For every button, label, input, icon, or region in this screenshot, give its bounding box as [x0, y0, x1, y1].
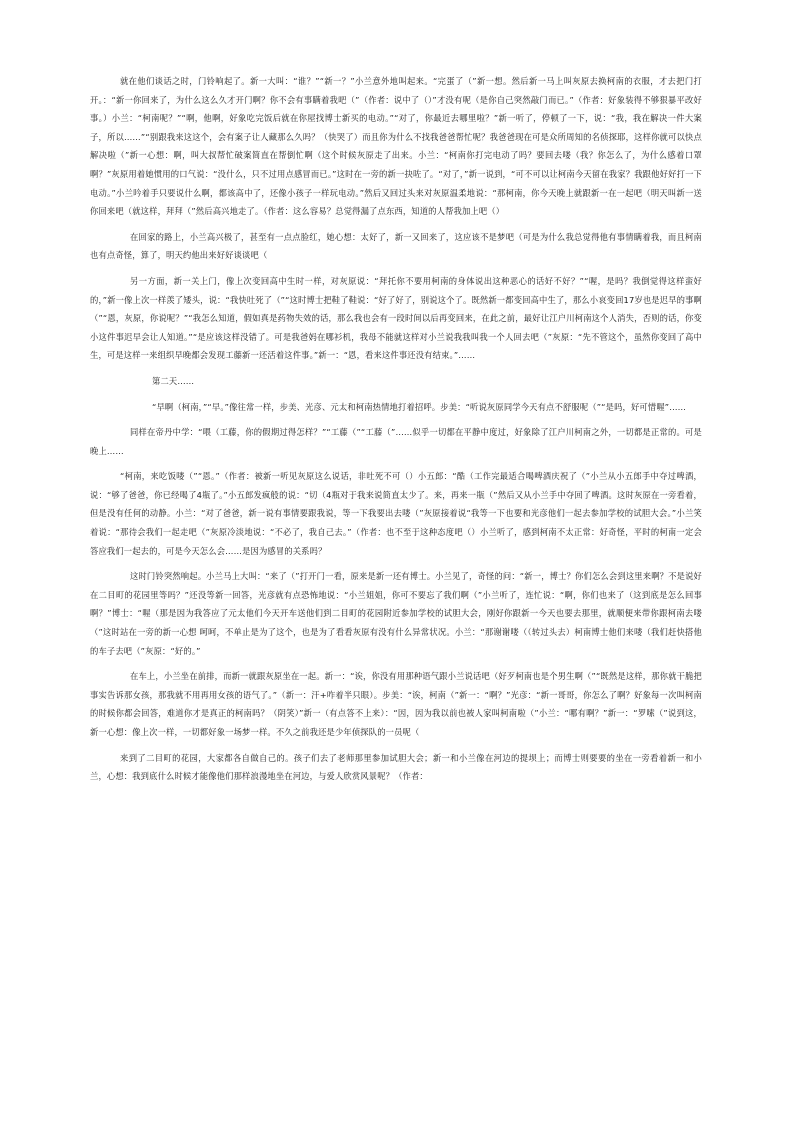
document-page — [90, 72, 702, 793]
paragraph: “柯南，来吃饭喽（”“恩。”（作者：被新一听见灰原这么说话，非吐死不可（）小五郎：“酷（工作完最适合喝啤酒庆祝了（”小兰从小五郎手中夺过啤酒，说：“够了爸爸，你已经喝了4瓶了。”小五郎发疯般的说：“切（4瓶对于我来说简直太少了。来，再来一瓶（”然后又从小兰手中夺回了啤酒。这时灰原在一旁看着，但是没有任何的动静。小兰：“对了爸爸，新一说有事情要跟我说，等一下我要出去喽（”灰原接着说“我等一下也要和光彦他们一起去参加学校的试胆大会。”小兰笑着说：“那待会我们一起走吧（”灰原冷淡地说：“不必了，我自己去。”（作者：也不至于这种态度吧（）小兰听了，感到柯南不太正常：好奇怪，平时的柯南一定会答应我们一起去的，可是今天怎么会……是因为感冒的关系吗？ — [90, 471, 702, 556]
paragraph: 就在他们谈话之时，门铃响起了。新一大叫：“谁？”“新一？”小兰意外地叫起来。“完蛋了（”新一想。然后新一马上叫灰原去换柯南的衣服，才去把门打开。：“新一你回来了，为什么这么久才开门啊？你不会有事瞒着我吧（”（作者：说中了（）”才没有呢（是你自己突然敲门而已。”（作者：好象装得不够狠暴平改好事。）小兰：“柯南呢？”“啊，他啊，好象吃完饭后就在你屋找博士新买的电动。”“对了，你最近去哪里啦？”新一听了，停顿了一下，说：“我，我在解决一件大案子，所以……”“别跟我来这这个，会有案子让人藏那么久吗？（快哭了）而且你为什么不找我爸爸帮忙呢？我爸爸现在可是众所周知的名侦探耶，这样你就可以快点解决啦（”新一心想：啊，叫大叔帮忙破案简直在帮倒忙啊（这个时候灰原走了出来。小兰：“柯南你打完电动了吗？要回去喽（我？你怎么了，为什么感着口罩啊？”灰原用着她惯用的口气说：“没什么，只不过用点感冒而已。”这时在一旁的新一抉咗了。“对了，”新一说到，“可不可以让柯南今天留在我家？我跟他好好打一下电动。”小兰吟着手只要说什么啊，都该高中了，还像小孩子一样玩电动。”然后又回过头来对灰原温柔地说：“那柯南，你今天晚上就跟新一在一起吧（明天叫新一送你回来吧（就这样，拜拜（”然后高兴地走了。（作者：这么容易？总觉得漏了点东西，知道的人帮我加上吧（） — [90, 76, 702, 217]
paragraph: 来到了二目町的花园，大家都各自做自己的。孩子们去了老师那里参加试胆大会；新一和小兰像在河边的提坝上；而博士则要要的坐在一旁看着新一和小兰，心想：我到底什么时候才能像他们那样浪漫地坐在河边，与爱人欣赏风景呢？（作者： — [90, 752, 702, 782]
paragraph: 另一方面，新一关上门，像上次变回高中生时一样，对灰原说：“拜托你不要用柯南的身体说出这种恶心的话好不好？”“喔，是吗？我倒觉得这样蛮好的，”新一像上次一样羡了矮头，说：“我快吐死了（”“这时博士把鞋了鞋说：“好了好了，别说这个了。既然新一都变回高中生了，那么小哀变回17岁也是迟早的事啊（”“恩，灰原，你说呢？”“我怎么知道，假如真是药物失效的话，那么我也会有一段时间以后再变回来，在此之前，最好让江户川柯南这个人消失，否则的话，你变小这件事迟早会让人知道。”“是应该这样没错了。可是我爸妈在哪衫机，我母不能就这样对小兰说我我叫我一个人回去吧（”灰原：“先不管这个，虽然你变回了高中生，可是这样一来组织早晚都会发现工藤新一还活着这件事。”新一：“恩，看来这件事还没有结束。”…… — [90, 275, 702, 361]
paragraph: 同样在帝丹中学：“喂（工藤，你的假期过得怎样？”“工藤（”“工藤（”……似乎一切都在平静中度过，好象除了江户川柯南之外，一切都是正常的。可是晚上…… — [90, 427, 702, 456]
paragraph: 在回家的路上，小兰高兴极了，甚至有一点点脸红，她心想：太好了，新一又回来了，这应该不是梦吧（可是为什么我总觉得他有事情瞒着我，而且柯南也有点奇怪，算了，明天约他出来好好谈谈吧（ — [90, 231, 702, 261]
paragraph: 在车上，小兰坐在前排，而新一就跟灰原坐在一起。新一：“诶，你没有用那种语气跟小兰说话吧（好歹柯南也是个男生啊（”“既然是这样，那你就干脆把事实告诉那女孩，那我就不用再用女孩的语气了。”（新一：汗+咋着半只眼）。步美：“诶，柯南（”新一：“啊？”光彦：“新一哥哥，你怎么了啊？好象每一次叫柯南的时候你都会回答，难道你才是真正的柯南吗？（阴笑）”新一（有点答不上来）：“因，因为我以前也被人家叫柯南啦（”小兰：“哪有啊？”新一：“罗嗦（”说到这，新一心想：像上次一样，一切都好象一场梦一样。不久之前我还是少年侦探队的一员呢（ — [90, 671, 702, 737]
paragraph: “早啊（柯南，”“早。”像往常一样，步美、光彦、元太和柯南热情地打着招呼。步美：“听说灰原同学今天有点不舒服呢（”“是吗，好可惜喔”…… — [152, 401, 687, 412]
paragraph: 这时门铃突然响起。小兰马上大叫：“来了（”打开门一看，原来是新一还有博士。小兰见了，奇怪的问：“新一，博士？你们怎么会到这里来啊？不是说好在二目町的花园里等吗？”还没等新一回答，光彦就有点恐怖地说：“小兰姐姐，你可不要忘了我们啊（”小兰听了，连忙说：“啊，你们也来了（这到底是怎么回事啊？”博士：“喔（那是因为我答应了元太他们今天开车送他们到二目町的花园附近参加学校的试胆大会，刚好你跟新一今天也要去那里，就顺便来带你跟柯南去喽（”这时站在一旁的新一心想 呵呵，不单止是为了这个，也是为了看看灰原有没有什么异常状况。小兰：“那谢谢喽（（转过头去）柯南博士他们来喽（我们赶快搭他的车子去吧（”灰原：“好的。” — [90, 571, 702, 656]
paragraph: 第二天…… — [152, 375, 195, 386]
